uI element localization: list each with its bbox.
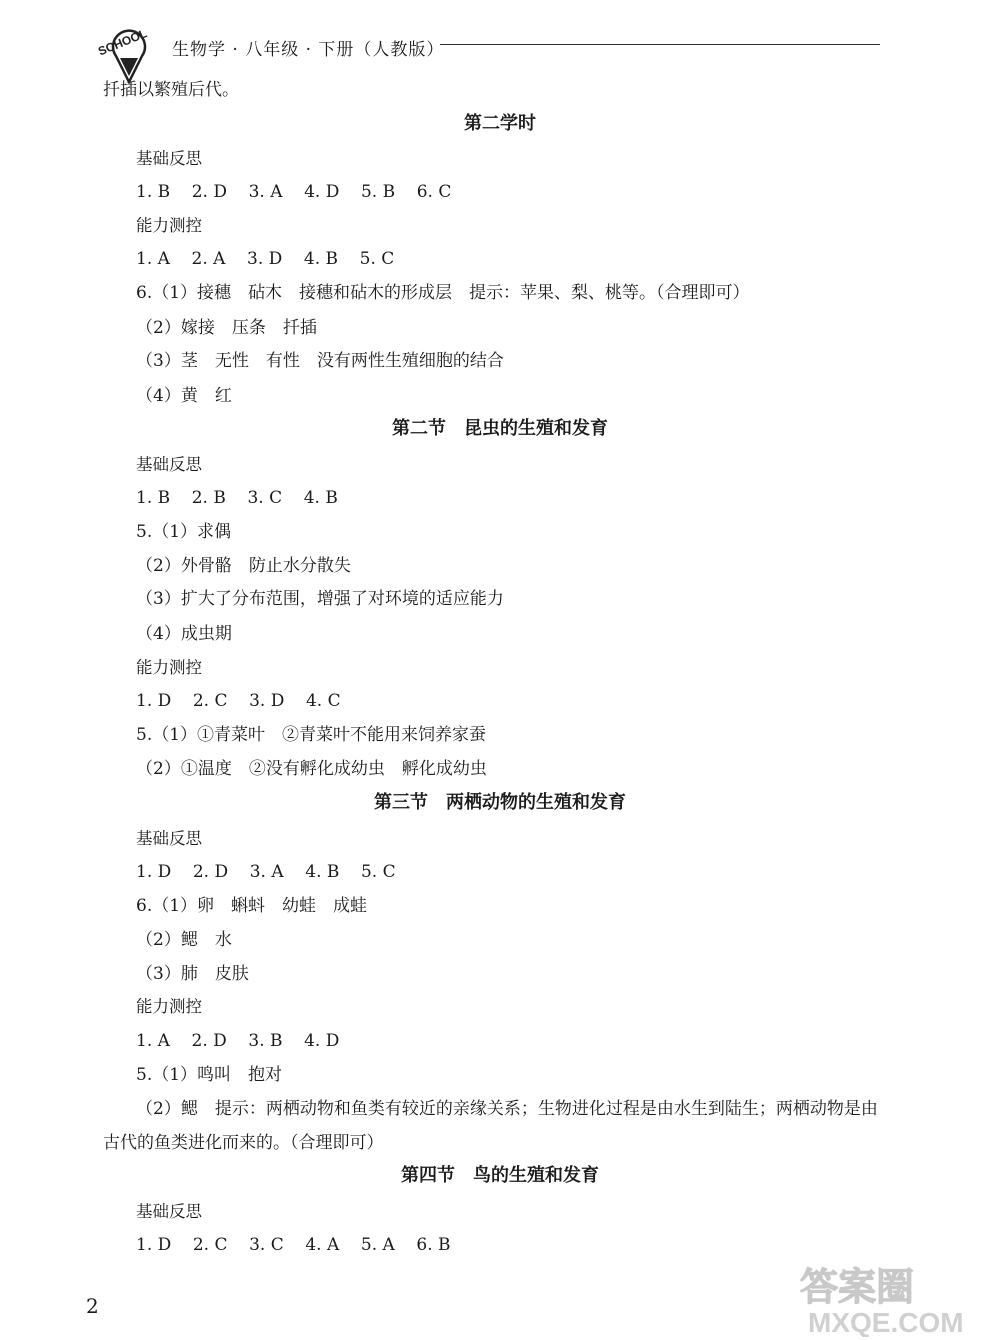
subsection-label: 能力测控 bbox=[136, 658, 202, 677]
section-heading: 第三节 两栖动物的生殖和发育 bbox=[374, 792, 626, 813]
subsection-label: 基础反思 bbox=[136, 455, 202, 474]
answer-line: 1. A 2. D 3. B 4. D bbox=[136, 1031, 340, 1051]
subsection-label: 基础反思 bbox=[136, 829, 202, 848]
answer-line: 1. D 2. D 3. A 4. B 5. C bbox=[136, 862, 396, 882]
answer-line: 5.（1）鸣叫 抱对 bbox=[136, 1065, 283, 1085]
answer-line: 1. D 2. C 3. C 4. A 5. A 6. B bbox=[136, 1235, 451, 1255]
text-line: 扦插以繁殖后代。 bbox=[103, 80, 239, 100]
subsection-label: 能力测控 bbox=[136, 216, 202, 235]
page-number: 2 bbox=[86, 1294, 99, 1318]
answer-line: 1. A 2. A 3. D 4. B 5. C bbox=[136, 249, 395, 269]
answer-line: （2）鳃 水 bbox=[136, 930, 232, 950]
answer-line: 5.（1）求偶 bbox=[136, 522, 232, 542]
answer-line: （3）扩大了分布范围，增强了对环境的适应能力 bbox=[136, 589, 504, 609]
answer-line: 6.（1）卵 蝌蚪 幼蛙 成蛙 bbox=[136, 896, 368, 916]
svg-text:答案圈: 答案圈 bbox=[800, 1265, 915, 1309]
answer-line: 1. B 2. D 3. A 4. D 5. B 6. C bbox=[136, 182, 452, 202]
subsection-label: 基础反思 bbox=[136, 149, 202, 168]
answer-line: （2）鳃 提示：两栖动物和鱼类有较近的亲缘关系；生物进化过程是由水生到陆生；两栖动物是由 bbox=[136, 1099, 878, 1119]
answer-line: （2）①温度 ②没有孵化成幼虫 孵化成幼虫 bbox=[136, 759, 487, 779]
header-rule bbox=[440, 44, 880, 45]
answer-line: 6.（1）接穗 砧木 接穗和砧木的形成层 提示：苹果、梨、桃等。（合理即可） bbox=[136, 283, 750, 303]
watermark-logo-icon bbox=[790, 1262, 990, 1337]
subsection-label: 基础反思 bbox=[136, 1202, 202, 1221]
answer-line: （2）嫁接 压条 扦插 bbox=[136, 318, 317, 338]
section-heading: 第二学时 bbox=[464, 113, 536, 134]
answer-line: （3）茎 无性 有性 没有两性生殖细胞的结合 bbox=[136, 351, 504, 371]
answer-line: 1. B 2. B 3. C 4. B bbox=[136, 488, 338, 508]
answer-line: （3）肺 皮肤 bbox=[136, 964, 249, 984]
answer-line: （2）外骨骼 防止水分散失 bbox=[136, 556, 351, 576]
answer-line: 古代的鱼类进化而来的。（合理即可） bbox=[103, 1133, 384, 1153]
svg-text:MXQE.COM: MXQE.COM bbox=[808, 1307, 964, 1337]
answer-line: （4）黄 红 bbox=[136, 386, 232, 406]
section-heading: 第二节 昆虫的生殖和发育 bbox=[392, 418, 608, 439]
section-heading: 第四节 鸟的生殖和发育 bbox=[401, 1165, 599, 1186]
running-head: 生物学 · 八年级 · 下册（人教版） bbox=[172, 40, 445, 60]
school-logo-icon bbox=[96, 14, 162, 84]
answer-line: （4）成虫期 bbox=[136, 624, 232, 644]
svg-text:SCHOOL: SCHOOL bbox=[96, 26, 149, 59]
answer-line: 5.（1）①青菜叶 ②青菜叶不能用来饲养家蚕 bbox=[136, 725, 487, 745]
answer-line: 1. D 2. C 3. D 4. C bbox=[136, 691, 341, 711]
subsection-label: 能力测控 bbox=[136, 997, 202, 1016]
